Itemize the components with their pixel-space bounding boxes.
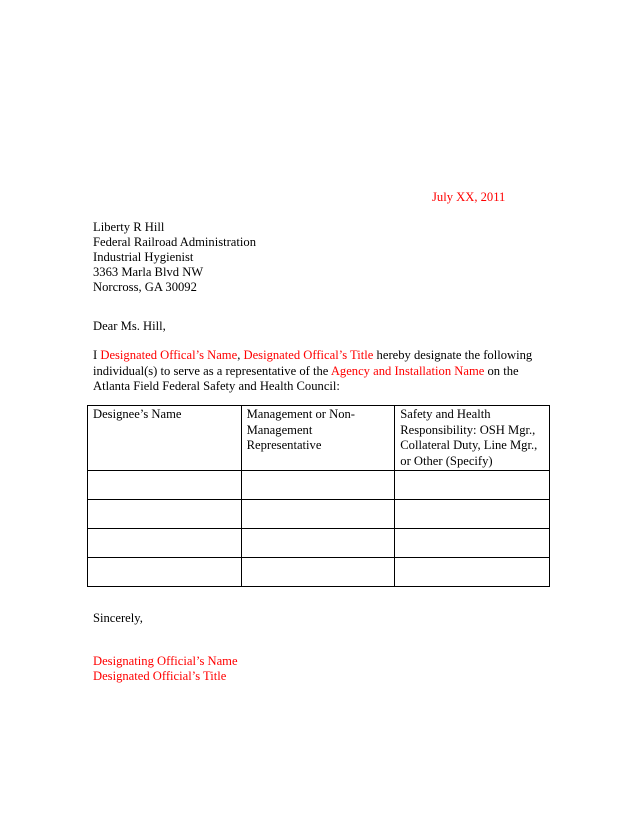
body-middle: hereby designate the following individual(s) to serve as a representative of the [93,348,533,378]
signature-name: Designating Official’s Name [93,654,238,668]
official-name-placeholder: Designated Offical’s Name [100,348,238,362]
designee-table [87,405,550,587]
body-paragraph [93,348,553,395]
recipient-name: Liberty R Hill [93,220,165,234]
table-cell[interactable] [88,529,242,558]
table-cell[interactable] [88,500,242,529]
recipient-title: Industrial Hygienist [93,250,194,264]
table-row [88,500,550,529]
body-prefix: I [93,348,101,362]
salutation: Dear Ms. Hill, [93,319,166,333]
table-row [88,558,550,587]
table-cell[interactable] [395,500,550,529]
header-management-representative: Management or Non-Management Representative [241,406,395,471]
recipient-city-state-zip: Norcross, GA 30092 [93,280,197,294]
table-cell[interactable] [395,558,550,587]
table-cell[interactable] [241,500,395,529]
table-cell[interactable] [395,471,550,500]
table-cell[interactable] [395,529,550,558]
table-cell[interactable] [241,471,395,500]
official-title-placeholder: Designated Offical’s Title [243,348,374,362]
signature-title: Designated Official’s Title [93,669,227,683]
table-cell[interactable] [88,471,242,500]
signature-block [93,654,238,684]
recipient-address [93,220,256,295]
letter-date: July XX, 2011 [432,190,506,204]
table-row [88,471,550,500]
recipient-organization: Federal Railroad Administration [93,235,256,249]
body-suffix: on the Atlanta Field Federal Safety and Health Council: [93,363,519,393]
agency-placeholder: Agency and Installation Name [330,363,485,378]
closing: Sincerely, [93,611,143,625]
table-header-row [88,406,550,471]
table-cell[interactable] [241,558,395,587]
table-cell[interactable] [241,529,395,558]
table-row [88,529,550,558]
body-comma: , [237,348,244,362]
header-designee-name: Designee’s Name [88,406,242,471]
recipient-street: 3363 Marla Blvd NW [93,265,204,279]
header-safety-responsibility: Safety and Health Responsibility: OSH Mgr., Collateral Duty, Line Mgr., or Other (Specify) [395,406,550,471]
table-cell[interactable] [88,558,242,587]
